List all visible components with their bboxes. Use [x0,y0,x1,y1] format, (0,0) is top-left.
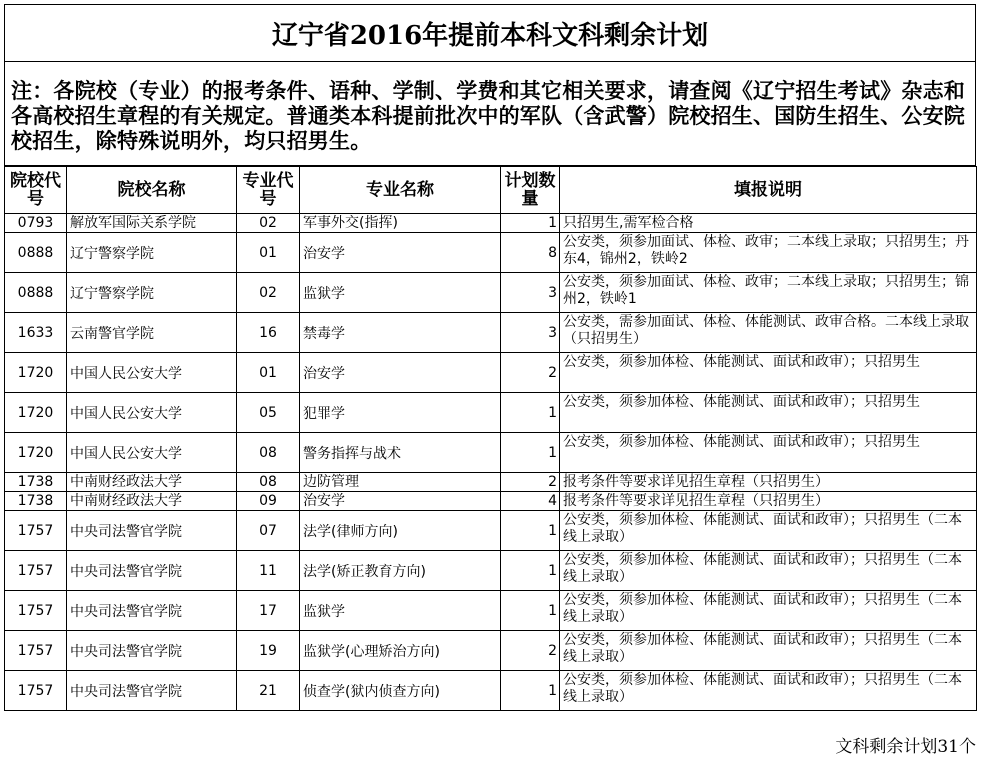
table-row [5,511,977,551]
school-code: 1720 [5,353,67,393]
plan-count: 1 [501,671,560,711]
major-name: 边防管理 [300,473,501,492]
school-name: 解放军国际关系学院 [67,214,237,233]
major-name: 监狱学 [300,273,501,313]
school-name: 中央司法警官学院 [67,671,237,711]
major-code: 08 [237,473,300,492]
school-name: 辽宁警察学院 [67,233,237,273]
major-code: 17 [237,591,300,631]
major-name: 治安学 [300,353,501,393]
school-code: 1720 [5,393,67,433]
major-code: 01 [237,233,300,273]
school-code: 1757 [5,511,67,551]
school-name: 中央司法警官学院 [67,511,237,551]
plan-count: 2 [501,631,560,671]
school-name: 中央司法警官学院 [67,551,237,591]
school-name: 中央司法警官学院 [67,591,237,631]
header-major-code: 专业代号 [237,167,300,214]
major-code: 21 [237,671,300,711]
table-row [5,353,977,393]
table-row [5,473,977,492]
remark: 公安类，须参加面试、体检、政审；二本线上录取；只招男生；丹东4，锦州2，铁岭2 [560,233,977,273]
major-code: 05 [237,393,300,433]
school-name: 中国人民公安大学 [67,393,237,433]
remark: 公安类，须参加体检、体能测试、面试和政审）；只招男生（二本线上录取） [560,511,977,551]
major-name: 侦查学(狱内侦查方向) [300,671,501,711]
major-name: 法学(律师方向) [300,511,501,551]
plan-table [4,166,977,711]
major-code: 02 [237,214,300,233]
school-code: 0888 [5,273,67,313]
school-code: 1757 [5,551,67,591]
table-row [5,551,977,591]
major-name: 警务指挥与战术 [300,433,501,473]
remark: 公安类，须参加体检、体能测试、面试和政审）；只招男生（二本线上录取） [560,671,977,711]
table-row [5,492,977,511]
major-name: 军事外交(指挥) [300,214,501,233]
major-code: 19 [237,631,300,671]
plan-sheet [4,4,976,711]
remark: 公安类，须参加面试、体检、政审；二本线上录取；只招男生；锦州2，铁岭1 [560,273,977,313]
school-name: 中国人民公安大学 [67,433,237,473]
table-row [5,313,977,353]
remark: 公安类，需参加面试、体检、体能测试、政审合格。二本线上录取（只招男生） [560,313,977,353]
school-name: 辽宁警察学院 [67,273,237,313]
major-code: 02 [237,273,300,313]
table-row [5,273,977,313]
major-code: 09 [237,492,300,511]
school-code: 1720 [5,433,67,473]
plan-count: 1 [501,511,560,551]
header-school-name: 院校名称 [67,167,237,214]
plan-count: 1 [501,433,560,473]
major-name: 治安学 [300,492,501,511]
major-name: 法学(矫正教育方向) [300,551,501,591]
remark: 公安类，须参加体检、体能测试、面试和政审）；只招男生 [560,433,977,473]
table-row [5,631,977,671]
school-code: 1757 [5,631,67,671]
major-name: 监狱学 [300,591,501,631]
table-row [5,671,977,711]
school-code: 1757 [5,671,67,711]
major-code: 16 [237,313,300,353]
remark: 只招男生,需军检合格 [560,214,977,233]
plan-count: 4 [501,492,560,511]
header-remarks: 填报说明 [560,167,977,214]
remark: 公安类，须参加体检、体能测试、面试和政审）；只招男生（二本线上录取） [560,591,977,631]
school-code: 1738 [5,492,67,511]
school-name: 中南财经政法大学 [67,473,237,492]
remark: 报考条件等要求详见招生章程（只招男生） [560,473,977,492]
school-code: 0793 [5,214,67,233]
plan-count: 1 [501,393,560,433]
header-plan-count: 计划数量 [501,167,560,214]
school-name: 云南警官学院 [67,313,237,353]
major-name: 犯罪学 [300,393,501,433]
plan-count: 3 [501,273,560,313]
remark: 公安类，须参加体检、体能测试、面试和政审）；只招男生（二本线上录取） [560,551,977,591]
table-header-row [5,167,977,214]
header-major-name: 专业名称 [300,167,501,214]
remark: 公安类，须参加体检、体能测试、面试和政审）；只招男生 [560,393,977,433]
plan-count: 2 [501,353,560,393]
remaining-total: 文科剩余计划31个 [835,737,976,757]
major-code: 07 [237,511,300,551]
major-code: 08 [237,433,300,473]
major-code: 01 [237,353,300,393]
plan-count: 2 [501,473,560,492]
remark: 公安类，须参加体检、体能测试、面试和政审）；只招男生 [560,353,977,393]
table-row [5,433,977,473]
plan-count: 1 [501,591,560,631]
remark: 公安类，须参加体检、体能测试、面试和政审）；只招男生（二本线上录取） [560,631,977,671]
plan-count: 3 [501,313,560,353]
major-name: 治安学 [300,233,501,273]
table-row [5,214,977,233]
page-title: 辽宁省2016年提前本科文科剩余计划 [4,4,976,62]
notice-text: 注：各院校（专业）的报考条件、语种、学制、学费和其它相关要求，请查阅《辽宁招生考试》杂志和各高校招生章程的有关规定。普通类本科提前批次中的军队（含武警）院校招生、国防生招生、公安院校招生，除特殊说明外，均只招男生。 [4,62,976,166]
plan-count: 1 [501,551,560,591]
header-school-code: 院校代号 [5,167,67,214]
remark: 报考条件等要求详见招生章程（只招男生） [560,492,977,511]
major-name: 禁毒学 [300,313,501,353]
major-code: 11 [237,551,300,591]
school-name: 中央司法警官学院 [67,631,237,671]
table-row [5,393,977,433]
school-name: 中国人民公安大学 [67,353,237,393]
school-code: 1633 [5,313,67,353]
school-code: 1757 [5,591,67,631]
plan-count: 1 [501,214,560,233]
school-code: 1738 [5,473,67,492]
table-row [5,233,977,273]
school-name: 中南财经政法大学 [67,492,237,511]
major-name: 监狱学(心理矫治方向) [300,631,501,671]
table-row [5,591,977,631]
school-code: 0888 [5,233,67,273]
plan-count: 8 [501,233,560,273]
